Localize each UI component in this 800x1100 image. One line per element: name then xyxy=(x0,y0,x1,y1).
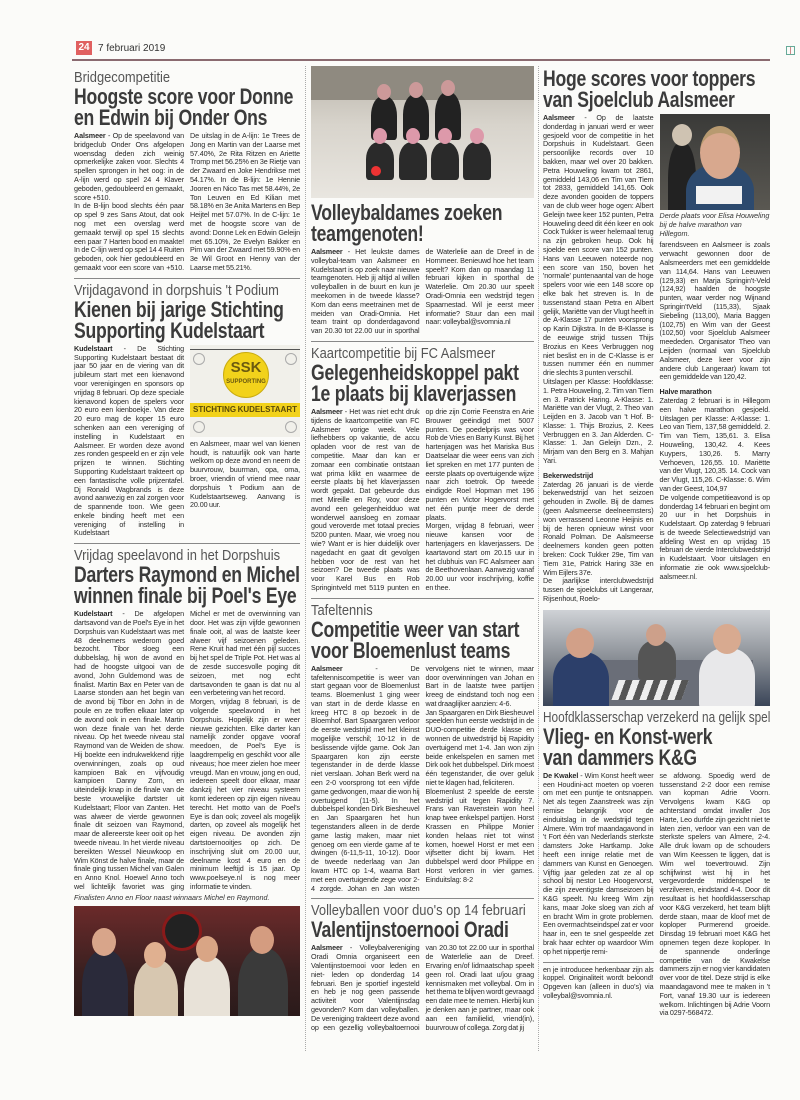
headline-line: 1e plaats bij klaverjassen xyxy=(311,380,517,406)
paragraph: - Op de speelavond van bridgeclub Onder Ons afgelopen woensdag deden zich weinig opmerkelijke zaken voor. Slechts 4 spellen sprongen in het oog: in de A-lijn werd op spel 24 4 Klaver geboden, gedoubleerd en gemaakt, score +510. xyxy=(74,131,184,202)
logo-banner-left: STICHTING xyxy=(193,404,237,414)
article-divider xyxy=(311,341,534,342)
darts-caption: Finalisten Anno en Floor naast winnaars Michel en Raymond. xyxy=(74,892,270,902)
paragraph: Zaterdag 2 februari is in Hillegom een halve marathon gesjoeld. Uitslagen per Klasse: A-Klasse: 1. Leo van Tiem, 137,58 gemiddeld. 2. Tim van Tiem, 135,61. 3. Elisa Houweling, 130,42. 4. Kees Kuypers, 130,26. 5. Marry Verhoeven, 126,55. 10. Mariëtte van der Vlugt, 120,35. 14. Cock van der Vlugt, 115,26. C-Klasse: 6. Wim van der Geest, 104,97 xyxy=(659,395,770,493)
bridge-kicker: Bridgecompetitie xyxy=(74,69,171,86)
header-rule xyxy=(72,59,770,61)
headline-line: winnen finale bij Poel's Eye xyxy=(74,583,297,609)
dateline: Kudelstaart xyxy=(74,609,113,619)
headline-line: Supporting Kudelstaart xyxy=(74,317,265,343)
bridge-body xyxy=(74,132,300,273)
paragraph: - Op de laatste donderdag in januari werd er weer gesjoeld voor de competitie in het Dorpshuis in Kudelstaart. Geen persoonlijke records over 10 bakken, maar wel over 20 bakken. Petra Houweling kwam tot 2861, gemiddeld 143,06 en Tim van Tiem tot 2833, gemiddeld 141,65. Ook deze avonden gooiden de toppers van de club weer hoge ogen: Albert Geleijn twee keer 152 punten, Petra Houweling deed dit één keer en ook Cock Tukker is weer helemaal terug na zijn gebroken heup. Ook hij sjoelde een score van 152 punten. Hans van Leeuwen noteerde nog een score van 150, boven het 'normale' puntenaantal van de hoge spelers voor wie een 148 score op elke bak het streven is. In de tussenstand staan Petra en Albert gelijk, Mariëtte van der Vlugt heeft in de A-Klasse 17 punten voorsprong op Karin Dijkstra. In de B-Klasse is de eeuwige strijd tussen Thijs Brozius en Kees Verbruggen nog niet beslist en in de C-Klasse is er tussen nummer één en nummer drie slechts 3 punten verschil. xyxy=(543,113,654,378)
article-divider xyxy=(543,962,654,963)
sjoel-headline xyxy=(543,68,770,110)
valentijn-body xyxy=(311,944,534,1032)
headline-line: en Edwin bij Onder Ons xyxy=(74,105,268,130)
paragraph: - Wim Konst heeft weer een Houdini-act moeten op voeren om met een puntje te ontsnappen. Net als tegen Zaanstreek was zijn remise belangrijk voor de einduitslag in de wedstrijd tegen Almere. Wim trof maandagavond in 't Fort één van Nederlands sterkste damsters Joke Hartkamp. Joke heeft een innige relatie met de dammers van Kunst en Genoegen. Vijftig jaar geleden zat ze al op school bij nestor Leo Hoogervorst, die zijn zeventigste damseizoen bij K&G speelt. Nu kreeg Wim zijn kans, maar Joke sloeg van zich af en bracht Wim in grote problemen. Een overmachtseindspel zat er voor haar in, een te snel gespeelde zet brak haar echter op waardoor Wim op het nippertje remi- xyxy=(543,770,654,956)
volleydames-headline xyxy=(311,202,534,244)
valentijn-headline xyxy=(311,917,534,943)
article-divider xyxy=(311,898,534,899)
valentijn-kicker: Volleyballen voor duo's op 14 februari xyxy=(311,902,526,920)
headline-line: Darters Raymond en Michel xyxy=(74,562,300,588)
anniversary-badge-icon xyxy=(193,353,205,365)
dateline: Aalsmeer xyxy=(543,113,575,122)
paragraph: De jaarlijkse interclubwedstrijd tussen de sjoelclubs uit Langeraar, Rijsenhout, Roelo- xyxy=(543,576,654,604)
kienen-headline xyxy=(74,296,300,343)
volleydames-body xyxy=(311,248,534,336)
issue-date: 7 februari 2019 xyxy=(98,43,166,54)
ssk-banner-photo xyxy=(190,345,300,437)
sjoel-caption: Derde plaats voor Elisa Houweling bij de halve marathon van Hillegom. xyxy=(659,211,770,238)
paragraph: Morgen, vrijdag 8 februari, is de volgende speelavond in het Dorpshuis. Hopelijk zijn er weer nieuwe gezichten. Elke darter kan namelijk zonder opgave vooraf meedoen, de Poel's Eye is laagdrempelig en geschikt voor alle niveaus; hoe meer zielen hoe meer vreugd. Man en vrouw, jong en oud, iedereen speelt door elkaar, maar dankzij het vier niveau systeem komt iedereen op zijn eigen niveau terecht. Het motto van de Poel's Eye is dan ook; zoveel als mogelijk darten, op zoveel als mogelijk het eigen niveau. De avonden zijn dartstoernooitjes op zich. De inschrijving sluit om 20.00 uur, deelname kost 4 euro en de minimum leeftijd is 15 jaar. Op www.poelseye.nl is nog meer informatie te vinden. xyxy=(190,697,300,891)
valentijn-continuation xyxy=(543,966,654,1001)
paragraph: Jan Spaargaren en Dirk Biesheuvel speelden hun eerste wedstrijd in de DUO-competitie derde klasse en wonnen de uitwedstrijd bij Rapidity overtuigend met 1-4. Jan won zijn beide enkelspelen en samen met Dirk ook het dubbelspel. Dirk moest één tegenstander, die over geluk niet te klagen had, feliciteren. xyxy=(425,707,534,788)
volleyball-icon xyxy=(371,166,381,176)
tafeltennis-kicker: Tafeltennis xyxy=(311,601,373,619)
paragraph: Uitslagen per Klasse: Hoofdklasse: 1. Petra Houweling, 2. Tim van Tiem en 3. Patrick Haring. A-Klasse: 1. Mariëtte van der Vlugt, 2. Theo van Leijden en 3. Jacob van 't Hof. B-Klasse: 1. Thijs Brozius, 2. Kees Verbruggen en 3. Jan Alderden. C-Klasse: 1. Jan Geleijn Dzn., 2. Mirjam van den Berg en 3. Mahjan Yari. xyxy=(543,376,654,466)
darts-headline xyxy=(74,562,300,609)
logo-sub: SUPPORTING xyxy=(226,378,266,385)
headline-line: van dammers K&G xyxy=(543,744,697,770)
column-divider xyxy=(305,66,306,1051)
dammers-photo xyxy=(543,610,770,706)
paragraph: - Het leukste dames volleybal-team van Aalsmeer en Kudelstaart is op zoek naar nieuwe teamgenoten. Heb jij altijd al willen volleyballen in de buurt en kun je meekomen in de tweede klasse? Kom dan eens meetrainen met de meiden van Oradi-Omnia. Het team traint op donderdagavond van 20.30 tot 22.00 uur in sporthal de Waterlelie aan de Dreef in de Hornmeer. Benieuwd hoe het team speelt? Kom dan op maandag 11 februari kijken in sporthal de Waterlelie. Om 20.30 uur speelt Oradi-Omnia een wedstrijd tegen Spaarnestad. Wil je eerst meer informatie? Stuur dan een mail naar: volleybal@svomnia.nl xyxy=(311,247,534,336)
darts-body xyxy=(74,610,300,892)
kaart-headline xyxy=(311,359,534,406)
headline-line: Hoogste score voor Donne xyxy=(74,84,294,109)
darts-article xyxy=(74,547,300,1015)
bridge-headline xyxy=(74,86,300,128)
paragraph: - De tafeltenniscompetitie is weer van start gegaan voor de Bloemenlust teams. Bloemenlust 1 ging weer van start in de derde klasse en kreeg HTC 8 op bezoek in de Bloemhof. Bart Spaargaren verloor de eerste wedstrijd met het kleinst mogelijke verschil; 10-12 in de beslissende vijfde game. Ook Jan Spaargaren kon zijn eerste tegenstander in de derde klasse niet verslaan. Johan Berk werd na een 2-0 voorsprong tot een vijfde game gedwongen, maar die won hij overtuigend (11-5). In het dubbelspel konden Dirk Biesheuvel en Jan Spaargaren het hun tegenstanders alleen in de derde game lastig maken, maar niet genoeg om een vierde game af te dwingen (6-11,5-11, 10-12). Door de tweede nederlaag van Jan kwam HTC op 1-4, waarna Bart met een overtuigende zege voor 2-4 zorgde. Johan en Jan wisten vervolgens niet te winnen, maar door overwinningen van Johan en Bart in de laatste twee partijen kreeg de eindstand toch nog een wat draaglijker aanzien: 4-6. xyxy=(311,663,534,893)
dammen-body-right xyxy=(660,772,771,1018)
logo-banner-right: KUDELSTAART xyxy=(237,404,297,414)
kienen-body-left xyxy=(74,345,184,539)
paragraph: - Volleybalvereniging Oradi Omnia organiseert een Valentijnstoernooi voor leden en niet- leden op donderdag 14 februari. Ben je sportief ingesteld en heb je nog geen passende activiteit voor Valentijnsdag gevonden? Kom dan volleyballen. De vereniging trakteert deze avond op een gezellig volleybaltoernooi van 20.30 tot 22.00 uur in sporthal de Waterlelie aan de Dreef. Ervaring en/of lidmaatschap speelt geen rol. Oradi laat u/jou graag kennismaken met volleybal. Om in het thema te blijven wordt gevraagd een date mee te nemen. Hierbij kun je denken aan je partner, maar ook aan een familielid, vriend(in), buurvrouw of collega. Zorg dat jij xyxy=(311,943,534,1032)
draughts-board-icon xyxy=(611,680,688,700)
paragraph: Morgen, vrijdag 8 februari, weer nieuwe kansen voor de hartenjagers en klaverjassers. De kaartavond start om 20.15 uur in het clubhuis van FC Aalsmeer aan de Beethovenlaan. Aanwezig vanaf 20.00 uur voor inschrijving, koffie en thee. xyxy=(425,521,534,592)
headline-line: Competitie weer van start xyxy=(311,616,520,642)
headline-line: teamgenoten! xyxy=(311,221,424,246)
bridge-article xyxy=(74,69,300,273)
paragraph: In de B-lijn bood slechts één paar op spel 9 zes Sans Atout, dat ook nog met een overslag werd gemaakt terwijl op spel 15 slechts een paar 7 Harten bood en maakte! In de C-lijn werd op spel 14 4 Ruiten geboden, ook hier gedoubleerd en gemaakt voor een score van +510. De uitslag in de A-lijn: 1e Trees de Jong en Martin van der Laarse met 57.40%, 2e Rita Ritzen en Ariette Tromp met 56.25% en 3e Rietje van der Zwaard en Joke Hendrikse met 54.17%. In de B-lijn: 1e Hennie Jooren en Nico Tas met 58.44%, 2e Ton Leuven en Ed Kilian met 58.18% en 3e Anita Martens en Bep Heijtel met 57.07%. In de C-lijn: 1e met de hoogste score van de avond: Donne Lek en Edwin Geleijn met 65.10%, 2e Evelyn Bakker en Pim van der Zwaard met 59.90% en 3e Wil Groot en Henny van der Laarse met 55.21%. xyxy=(74,131,300,272)
paragraph: - De Stichting Supporting Kudelstaart bestaat dit jaar 50 jaar en de viering van dit jubileum start met een kienavond voor verenigingen en sponsors op vrijdag 8 februari. Op deze speciale kienavond kopen de spelers voor 20 euro een kienboekje. Van deze 20 euro mag de koper 15 euro schenken aan een vereniging of instelling in Kudelstaart en Aalsmeer. Er worden deze avond zes ronden gespeeld en er zijn vele prijzen te winnen. Stichting Supporting Kudelstaart trakteert op een fantastische volle prijzentafel. Dj Ronald Wagbrands is deze avond aanwezig en zal zorgen voor de spannende toon. Wie geen enkele binding heeft met een vereniging of instelling in Kudelstaart xyxy=(74,343,184,538)
paragraph: en Aalsmeer, maar wel van kienen houdt, is natuurlijk ook van harte welkom op deze avond en neem de buurvrouw, buurman, opa, oma, broer, vriendin of vriend mee naar dorpshuis 't Podium aan de Kudelstaartseweg. Aanvang is 20.00 uur. xyxy=(190,438,300,510)
paragraph: De volgende competitieavond is op donderdag 14 februari en begint om 20 uur in het Dorpshuis in Kudelstaart. Op zaterdag 9 februari is de tweede Selectiewedstrijd van afdeling West en op vrijdag 15 februari de vierde Interclubwedstrijd in Kudelstaart. Voor uitslagen en informatie zie ook www.sjoelclub-aalsmeer.nl. xyxy=(659,492,770,581)
tafeltennis-body xyxy=(311,665,534,894)
paragraph: en je introducee herkenbaar zijn als koppel. Originaliteit wordt beloond! Opgeven kan (alleen in duo's) via volleybal@svomnia.nl. xyxy=(543,964,654,1000)
registration-mark-icon xyxy=(786,46,795,55)
paragraph: farendsveen en Aalsmeer is zoals verwacht gewonnen door de Aalsmeerders met een gemiddelde van 114,64. Hans van Leeuwen (129,33) en Marja Springin't-Veld (124,92) haalden de hoogste punten, waar verder nog Wijnand Springin'tVeld (115,33), Sjaak Siebeling (113,00), Maria Baggen (102,75) en Wim van der Geest (102,50) voor Sjoelclub Aalsmeer meededen. Organisator Theo van Leijden (normaal van Sjoelclub Aalsmeer, deze keer voor zijn andere club Langeraar) kwam tot een gemiddelde van 120,42. xyxy=(659,240,770,382)
ssk-logo-text: SSK xyxy=(230,358,262,376)
article-divider xyxy=(311,598,534,599)
headline-line: Kienen bij jarige Stichting xyxy=(74,296,284,322)
dateline: De Kwakel xyxy=(543,770,579,780)
kaart-kicker: Kaartcompetitie bij FC Aalsmeer xyxy=(311,344,496,362)
headline-line: Hoge scores voor toppers xyxy=(543,66,756,91)
dateline: Aalsmeer xyxy=(311,663,343,673)
kienen-body-right xyxy=(190,440,300,510)
envelope-icon xyxy=(696,186,742,204)
headline-line: van Sjoelclub Aalsmeer xyxy=(543,87,735,112)
anniversary-badge-icon xyxy=(285,353,297,365)
dammen-headline xyxy=(543,723,770,770)
paragraph: - De afgelopen dartsavond van de Poel's Eye in het Dorpshuis van Kudelstaart was met 48 deelnemers wederom goed bezocht. Tibor sloeg een dubbelslag, hij won de avond en had de hoogste uitgooi van de avond, John Guldemond was de finalist. Martin Bax en Peter van de Laarse stonden aan het begin van de avond bij Tibor en John in de poule en ze troffen elkaar later op de avond ook in een finale. Martin won deze finale van het derde niveau. Op het tweede niveau stal Raymond van de Weiden de show. Hij boekte een indrukwekkend rijtje overwinningen, zoals op oud kampioen Bak en vijfvoudig kampioen Danny Zorn, en uiteindelijk knap in de finale van de beste vrouwelijke dartster uit Kudelstaart; Floor van Zanten. Het was alweer de vierde gewonnen finale dit seizoen van Raymond, maar de allereerste keer ooit op het tweede niveau. In het vierde niveau bereikten Wessel Nieuwkoop en Wim Könst de halve finale, maar de finale ging tussen Michel van Galen en Anno Knol. Hoewel Anno toch wel lichtelijk favoriet was ging Michel er met de overwinning van door. Het was zijn vijfde gewonnen finale ooit, al was de laatste keer alweer vijf seizoenen geleden. Rene Kruit had met één pijl succes bij het spel de Triple Pot. Het was al de zesde succesvolle poging dit seizoen, met nog echt dartsavonden te gaan is dat nu al een verbetering van het record. xyxy=(74,609,300,891)
column-1 xyxy=(74,66,300,1016)
column-2 xyxy=(311,66,534,1032)
article-divider xyxy=(74,278,300,279)
headline-line: Gelegenheidskoppel pakt xyxy=(311,359,519,385)
dateline: Aalsmeer xyxy=(311,406,343,416)
column-divider xyxy=(538,66,539,1051)
volleyball-team-photo xyxy=(311,66,534,198)
anniversary-badge-icon xyxy=(193,421,205,433)
headline-line: Valentijnstoernooi Oradi xyxy=(311,917,509,943)
kienen-kicker: Vrijdagavond in dorpshuis 't Podium xyxy=(74,281,279,299)
kienen-article xyxy=(74,282,300,539)
article-divider xyxy=(74,543,300,544)
dateline: Aalsmeer xyxy=(311,247,343,256)
sjoel-body-left xyxy=(543,114,654,604)
page-number: 24 xyxy=(76,41,92,55)
paragraph: Bloemenlust 2 speelde de eerste wedstrijd uit tegen Rapidity 7. Frans van Ravenstein won heel knap twee enkelspel partijen. Horst Krassen en Philippe Monier konden helaas niet tot winst komen, hoewel Horst er met een vijfsetter dicht bij kwam. Het dubbelspel werd door Philippe en Horst verloren in vier games. Einduitslag: 8-2 xyxy=(425,786,534,884)
darts-winners-photo xyxy=(74,906,300,1016)
column-3 xyxy=(543,66,770,1018)
anniversary-badge-icon xyxy=(285,421,297,433)
tafeltennis-headline xyxy=(311,616,534,663)
dateline: Kudelstaart xyxy=(74,343,113,353)
dammen-body-left xyxy=(543,772,654,957)
subheading-halve-marathon: Halve marathon xyxy=(659,387,712,397)
paragraph: Zaterdag 26 januari is de vierde bekerwedstrijd van het seizoen gehouden in Zwolle. Bij de dames (geen Aalsmeerse deelneemsters) won verrassend Leonne Heijnis en bij de heren opnieuw winst voor Ronald Polman. De Aalsmeerse deelnemers konden geen potten breken: Cock Tukker 29e, Tim van Tiem 31e, Patrick Haring 33e en Wim Eijlers 37e. xyxy=(543,479,654,577)
subheading-bekerwedstrijd: Bekerwedstrijd xyxy=(543,470,594,480)
headline-line: Vlieg- en Konst-werk xyxy=(543,723,713,749)
darts-kicker: Vrijdag speelavond in het Dorpshuis xyxy=(74,547,281,565)
kaart-body xyxy=(311,408,534,593)
dammen-kicker: Hoofdklasserschap verzekerd na gelijk spel xyxy=(543,708,771,726)
paragraph: se afdwong. Spoedig werd de tussenstand 2-2 door een remise van kopman Adrie Voorn. Vervolgens kwam K&G op achterstand omdat invaller Jos Harte, Leo durfde zijn gezicht niet te laten zien, verloor van een van de sterkste spelers van Almere, 2-4. Alle druk kwam op de schouders van Wim Keessen te liggen, dat is Wim wel toevertrouwd. Zijn schijfwinst wist hij in het vergevorderde middenspel te verzilveren, eindstand 4-4. Door dit resultaat is het hoofdklasserschap voor K&G verzekerd, het team blijft derde staan, maar de kloof met de koploper Purmerend groeide. Dinsdag 19 februari moet K&G het opnemen tegen deze koploper. In de spannende onderlinge competitie van de Kwakelse dammers zijn er nog vier kandidaten over voor de titel. Deze strijd is elke maandagavond mee te maken in 't Fort, vanaf 19.30 uur is iedereen welkom. Inlichtingen bij Adrie Voorn via 0297-568472. xyxy=(659,770,770,1018)
dateline: Aalsmeer xyxy=(311,943,343,953)
elisa-houweling-photo xyxy=(660,114,771,210)
headline-line: voor Bloemenlust teams xyxy=(311,637,511,663)
sjoel-body-right xyxy=(660,241,771,581)
headline-line: Volleybaldames zoeken xyxy=(311,200,503,225)
dateline: Aalsmeer xyxy=(74,131,106,140)
paragraph: - Het was niet echt druk tijdens de kaartcompetitie van FC Aalsmeer vorige week. Vele liefhebbers op vakantie, de accu opladen voor de rest van de competitie. Maar dan kan er zomaar een combinatie ontstaan wat prima klikt en waarmee de eerste plaats bij het klaverjassen wordt gepakt. Dat gebeurde dus met Mireille en Roy, voor deze avond een gelegenheidduo wat wonderwel aansloeg en zomaar goud veroverde met totaal precies 5200 punten. Maar, wie vroeg nou wie? Want er is hier duidelijk over nagedacht en gaat dit gevolgen hebben voor de rest van het seizoen? De tweede plaats was voor Karel Bus en Rob Springintveld met 5119 punten en op drie zijn Corrie Feenstra en Arie Brouwer geëindigd met 5007 punten. De poedelprijs was voor Rob de Vries en Barry Kunst. Bij het hartenjagen was het Mariska Bus Daatselaar die weer eens van zich liet spreken en met 177 punten de eerste plaats op overtuigende wijze naar zich toetrok. Op tweede eindigde Roel Hopman met 196 punten en Victor Hogervorst met net één puntje meer de derde plaats. xyxy=(311,406,534,592)
